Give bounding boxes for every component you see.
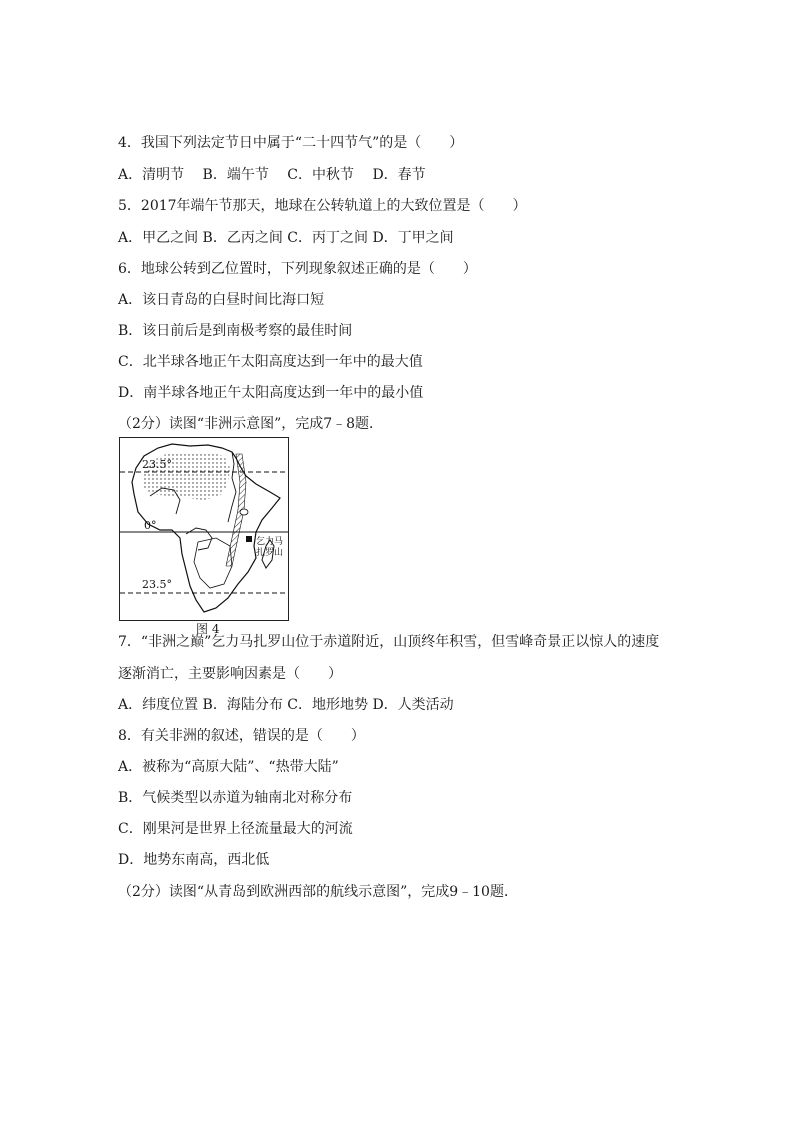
q7-stem-line2: 逐渐消亡，主要影响因素是（ ） xyxy=(118,666,342,682)
africa-map-figure xyxy=(119,437,289,621)
figure-caption: 图 4 xyxy=(196,622,220,636)
q7-stem-line1: 7．“非洲之巅”乞力马扎罗山位于赤道附近，山顶终年积雪，但雪峰奇景正以惊人的速度 xyxy=(118,634,660,650)
lake-victoria xyxy=(240,509,248,515)
q8-option-a: A．被称为“高原大陆”、“热带大陆” xyxy=(118,759,339,775)
q7-options: A．纬度位置 B．海陆分布 C．地形地势 D．人类活动 xyxy=(118,697,454,713)
q8-stem: 8．有关非洲的叙述，错误的是（ ） xyxy=(118,728,365,744)
q8-option-b: B．气候类型以赤道为轴南北对称分布 xyxy=(118,790,353,806)
q6-option-a: A．该日青岛的白昼时间比海口短 xyxy=(118,292,325,308)
q4-options: A．清明节 B．端午节 C．中秋节 D．春节 xyxy=(118,167,426,183)
q5-options: A．甲乙之间 B．乙丙之间 C．丙丁之间 D．丁甲之间 xyxy=(118,230,454,246)
africa-map-svg xyxy=(120,438,288,620)
intro-9-10: （2分）读图“从青岛到欧洲西部的航线示意图”，完成9﹣10题． xyxy=(118,884,518,900)
label-tropic-north: 23.5° xyxy=(142,458,172,471)
q6-option-b: B．该日前后是到南极考察的最佳时间 xyxy=(118,323,353,339)
label-tropic-south: 23.5° xyxy=(142,578,172,591)
q6-option-c: C．北半球各地正午太阳高度达到一年中的最大值 xyxy=(118,354,423,370)
q4-stem: 4．我国下列法定节日中属于“二十四节气”的是（ ） xyxy=(118,135,464,151)
q6-stem: 6．地球公转到乙位置时，下列现象叙述正确的是（ ） xyxy=(118,261,477,277)
label-kilimanjaro-line2: 扎罗山 xyxy=(256,548,284,558)
kilimanjaro-marker xyxy=(246,536,252,542)
label-equator: 0° xyxy=(144,519,157,532)
intro-7-8: （2分）读图“非洲示意图”，完成7﹣8题． xyxy=(118,416,384,432)
q8-option-d: D．地势东南高，西北低 xyxy=(118,852,270,868)
q6-option-d: D．南半球各地正午太阳高度达到一年中的最小值 xyxy=(118,385,424,401)
q5-stem: 5．2017年端午节那天，地球在公转轨道上的大致位置是（ ） xyxy=(118,198,527,214)
label-kilimanjaro-line1: 乞力马 xyxy=(256,537,284,547)
q8-option-c: C．刚果河是世界上径流量最大的河流 xyxy=(118,821,353,837)
